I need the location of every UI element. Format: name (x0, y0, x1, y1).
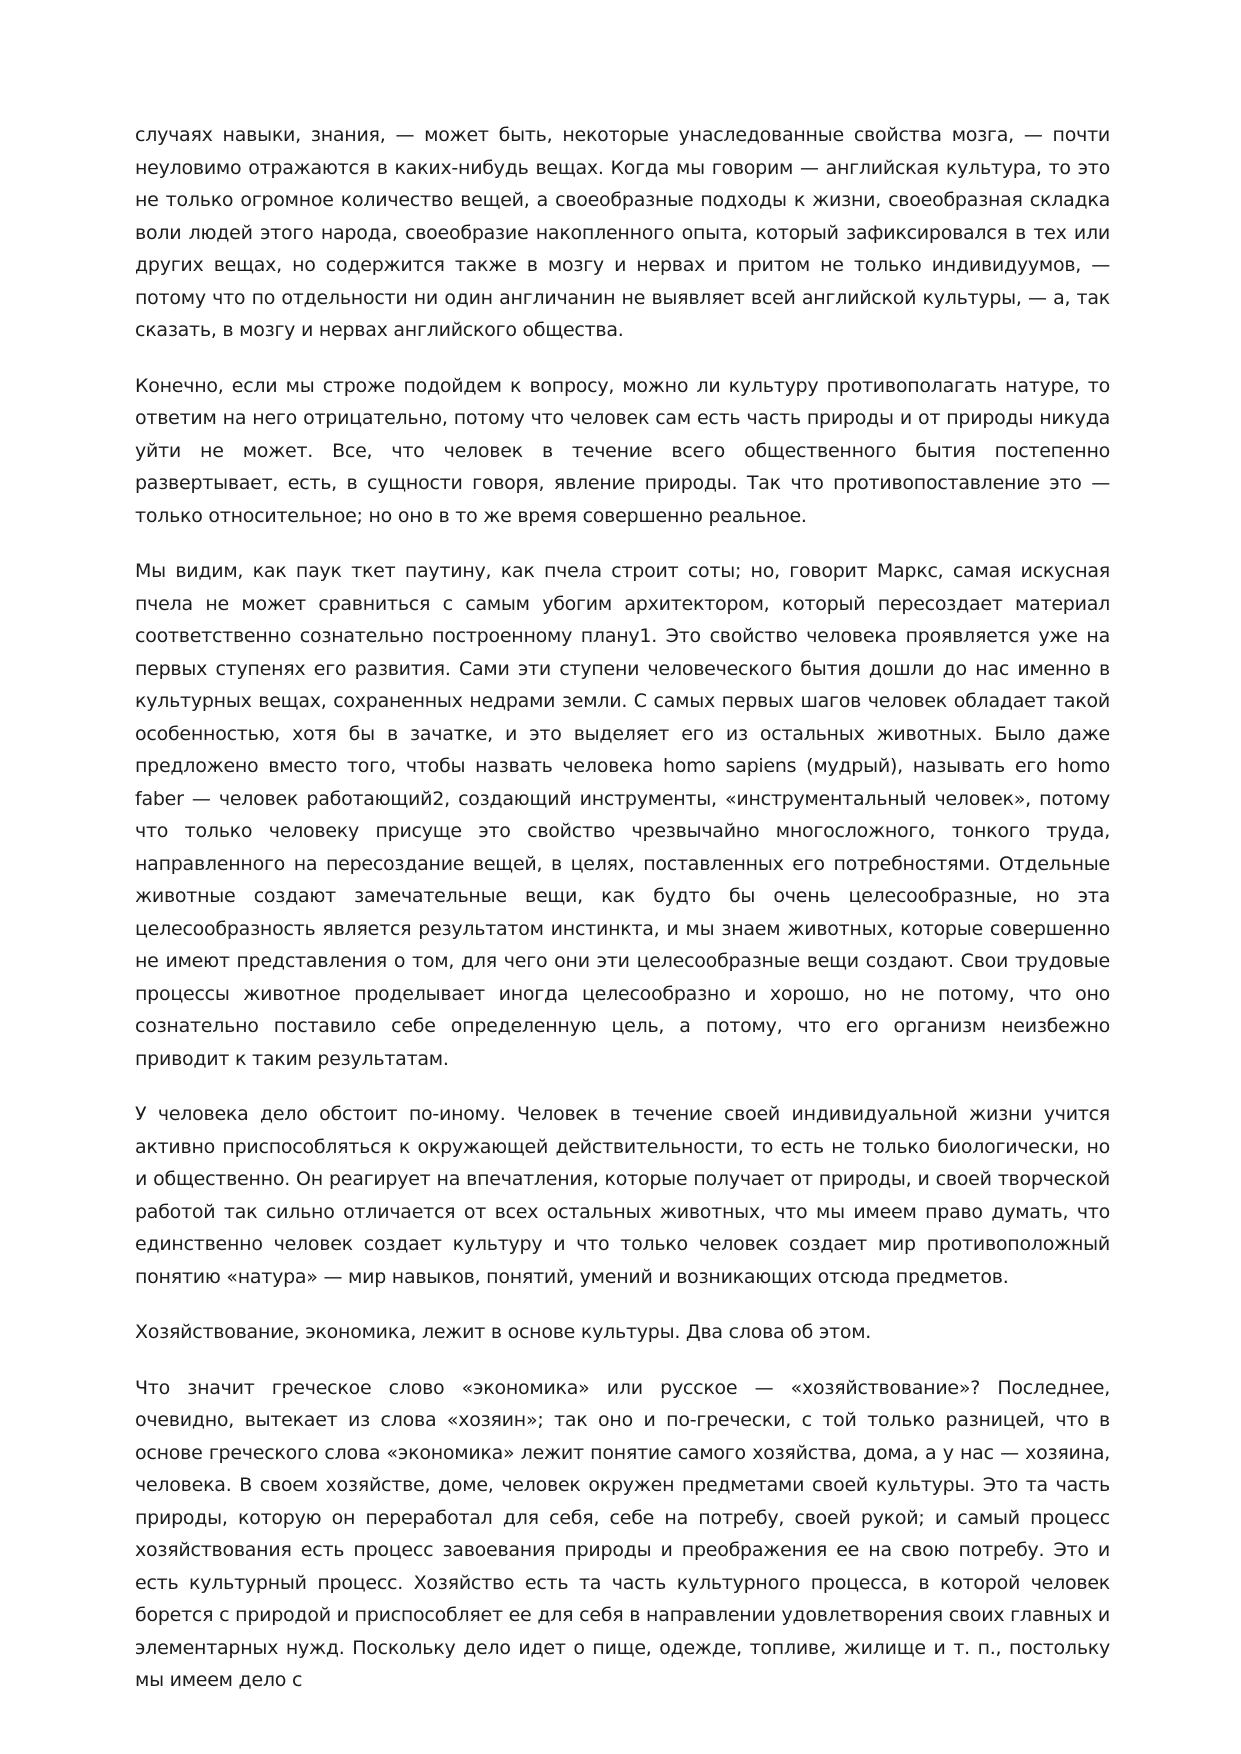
paragraph-1: случаях навыки, знания, — может быть, некоторые унаследованные свойства мозга, — почти неуловимо отражаются в каких-нибудь вещах. Когда мы говорим — английская культура, то это не только огромное количество вещей, а своеобразные подходы к жизни, своеобразная складка воли людей этого народа, своеобразие накопленного опыта, который зафиксировался в тех или других вещах, но содержится также в мозгу и нервах и притом не только индивидуумов, — потому что по отдельности ни один англичанин не выявляет всей английской культуры, — а, так сказать, в мозгу и нервах английского общества. (135, 124, 1110, 341)
body-text (135, 119, 1110, 1720)
paragraph-3: Мы видим, как паук ткет паутину, как пчела строит соты; но, говорит Маркс, самая искусная пчела не может сравниться с самым убогим архитектором, который пересоздает материал соответственно сознательно построенному плану1. Это свойство человека проявляется уже на первых ступенях его развития. Сами эти ступени человеческого бытия дошли до нас именно в культурных вещах, сохраненных недрами земли. С самых первых шагов человек обладает такой особенностью, хотя бы в зачатке, и это выделяет его из остальных животных. Было даже предложено вместо того, чтобы назвать человека homo sapiens (мудрый), называть его homo faber — человек работающий2, создающий инструменты, «инструментальный человек», потому что только человеку присуще это свойство чрезвычайно многосложного, тонкого труда, направленного на пересоздание вещей, в целях, поставленных его потребностями. Отдельные животные создают замечательные вещи, как будто бы очень целесообразные, но эта целесообразность является результатом инстинкта, и мы знаем животных, которые совершенно не имеют представления о том, для чего они эти целесообразные вещи создают. Свои трудовые процессы животное проделывает иногда целесообразно и хорошо, но не потому, что оно сознательно поставило себе определенную цель, а потому, что его организм неизбежно приводит к таким результатам. (135, 560, 1110, 1070)
paragraph-6: Что значит греческое слово «экономика» или русское — «хозяйствование»? Последнее, очевидно, вытекает из слова «хозяин»; так оно и по-гречески, с той только разницей, что в основе греческого слова «экономика» лежит понятие самого хозяйства, дома, а у нас — хозяина, человека. В своем хозяйстве, доме, человек окружен предметами своей культуры. Это та часть природы, которую он переработал для себя, себе на потребу, своей рукой; и самый процесс хозяйствования есть процесс завоевания природы и преображения ее на свою потребу. Это и есть культурный процесс. Хозяйство есть та часть культурного процесса, в которой человек борется с природой и приспособляет ее для себя в направлении удовлетворения своих главных и элементарных нужд. Поскольку дело идет о пище, одежде, топливе, жилище и т. п., постольку мы имеем дело с (135, 1376, 1110, 1691)
paragraph-4: У человека дело обстоит по-иному. Человек в течение своей индивидуальной жизни учится активно приспособляться к окружающей действительности, то есть не только биологически, но и общественно. Он реагирует на впечатления, которые получает от природы, и своей творческой работой так сильно отличается от всех остальных животных, что мы имеем право думать, что единственно человек создает культуру и что только человек создает мир противоположный понятию «натура» — мир навыков, понятий, умений и возникающих отсюда предметов. (135, 1103, 1110, 1288)
paragraph-2: Конечно, если мы строже подойдем к вопросу, можно ли культуру противополагать натуре, то ответим на него отрицательно, потому что человек сам есть часть природы и от природы никуда уйти не может. Все, что человек в течение всего общественного бытия постепенно развертывает, есть, в сущности говоря, явление природы. Так что противопоставление это — только относительное; но оно в то же время совершенно реальное. (135, 374, 1110, 527)
paragraph-5: Хозяйствование, экономика, лежит в основе культуры. Два слова об этом. (135, 1321, 872, 1343)
